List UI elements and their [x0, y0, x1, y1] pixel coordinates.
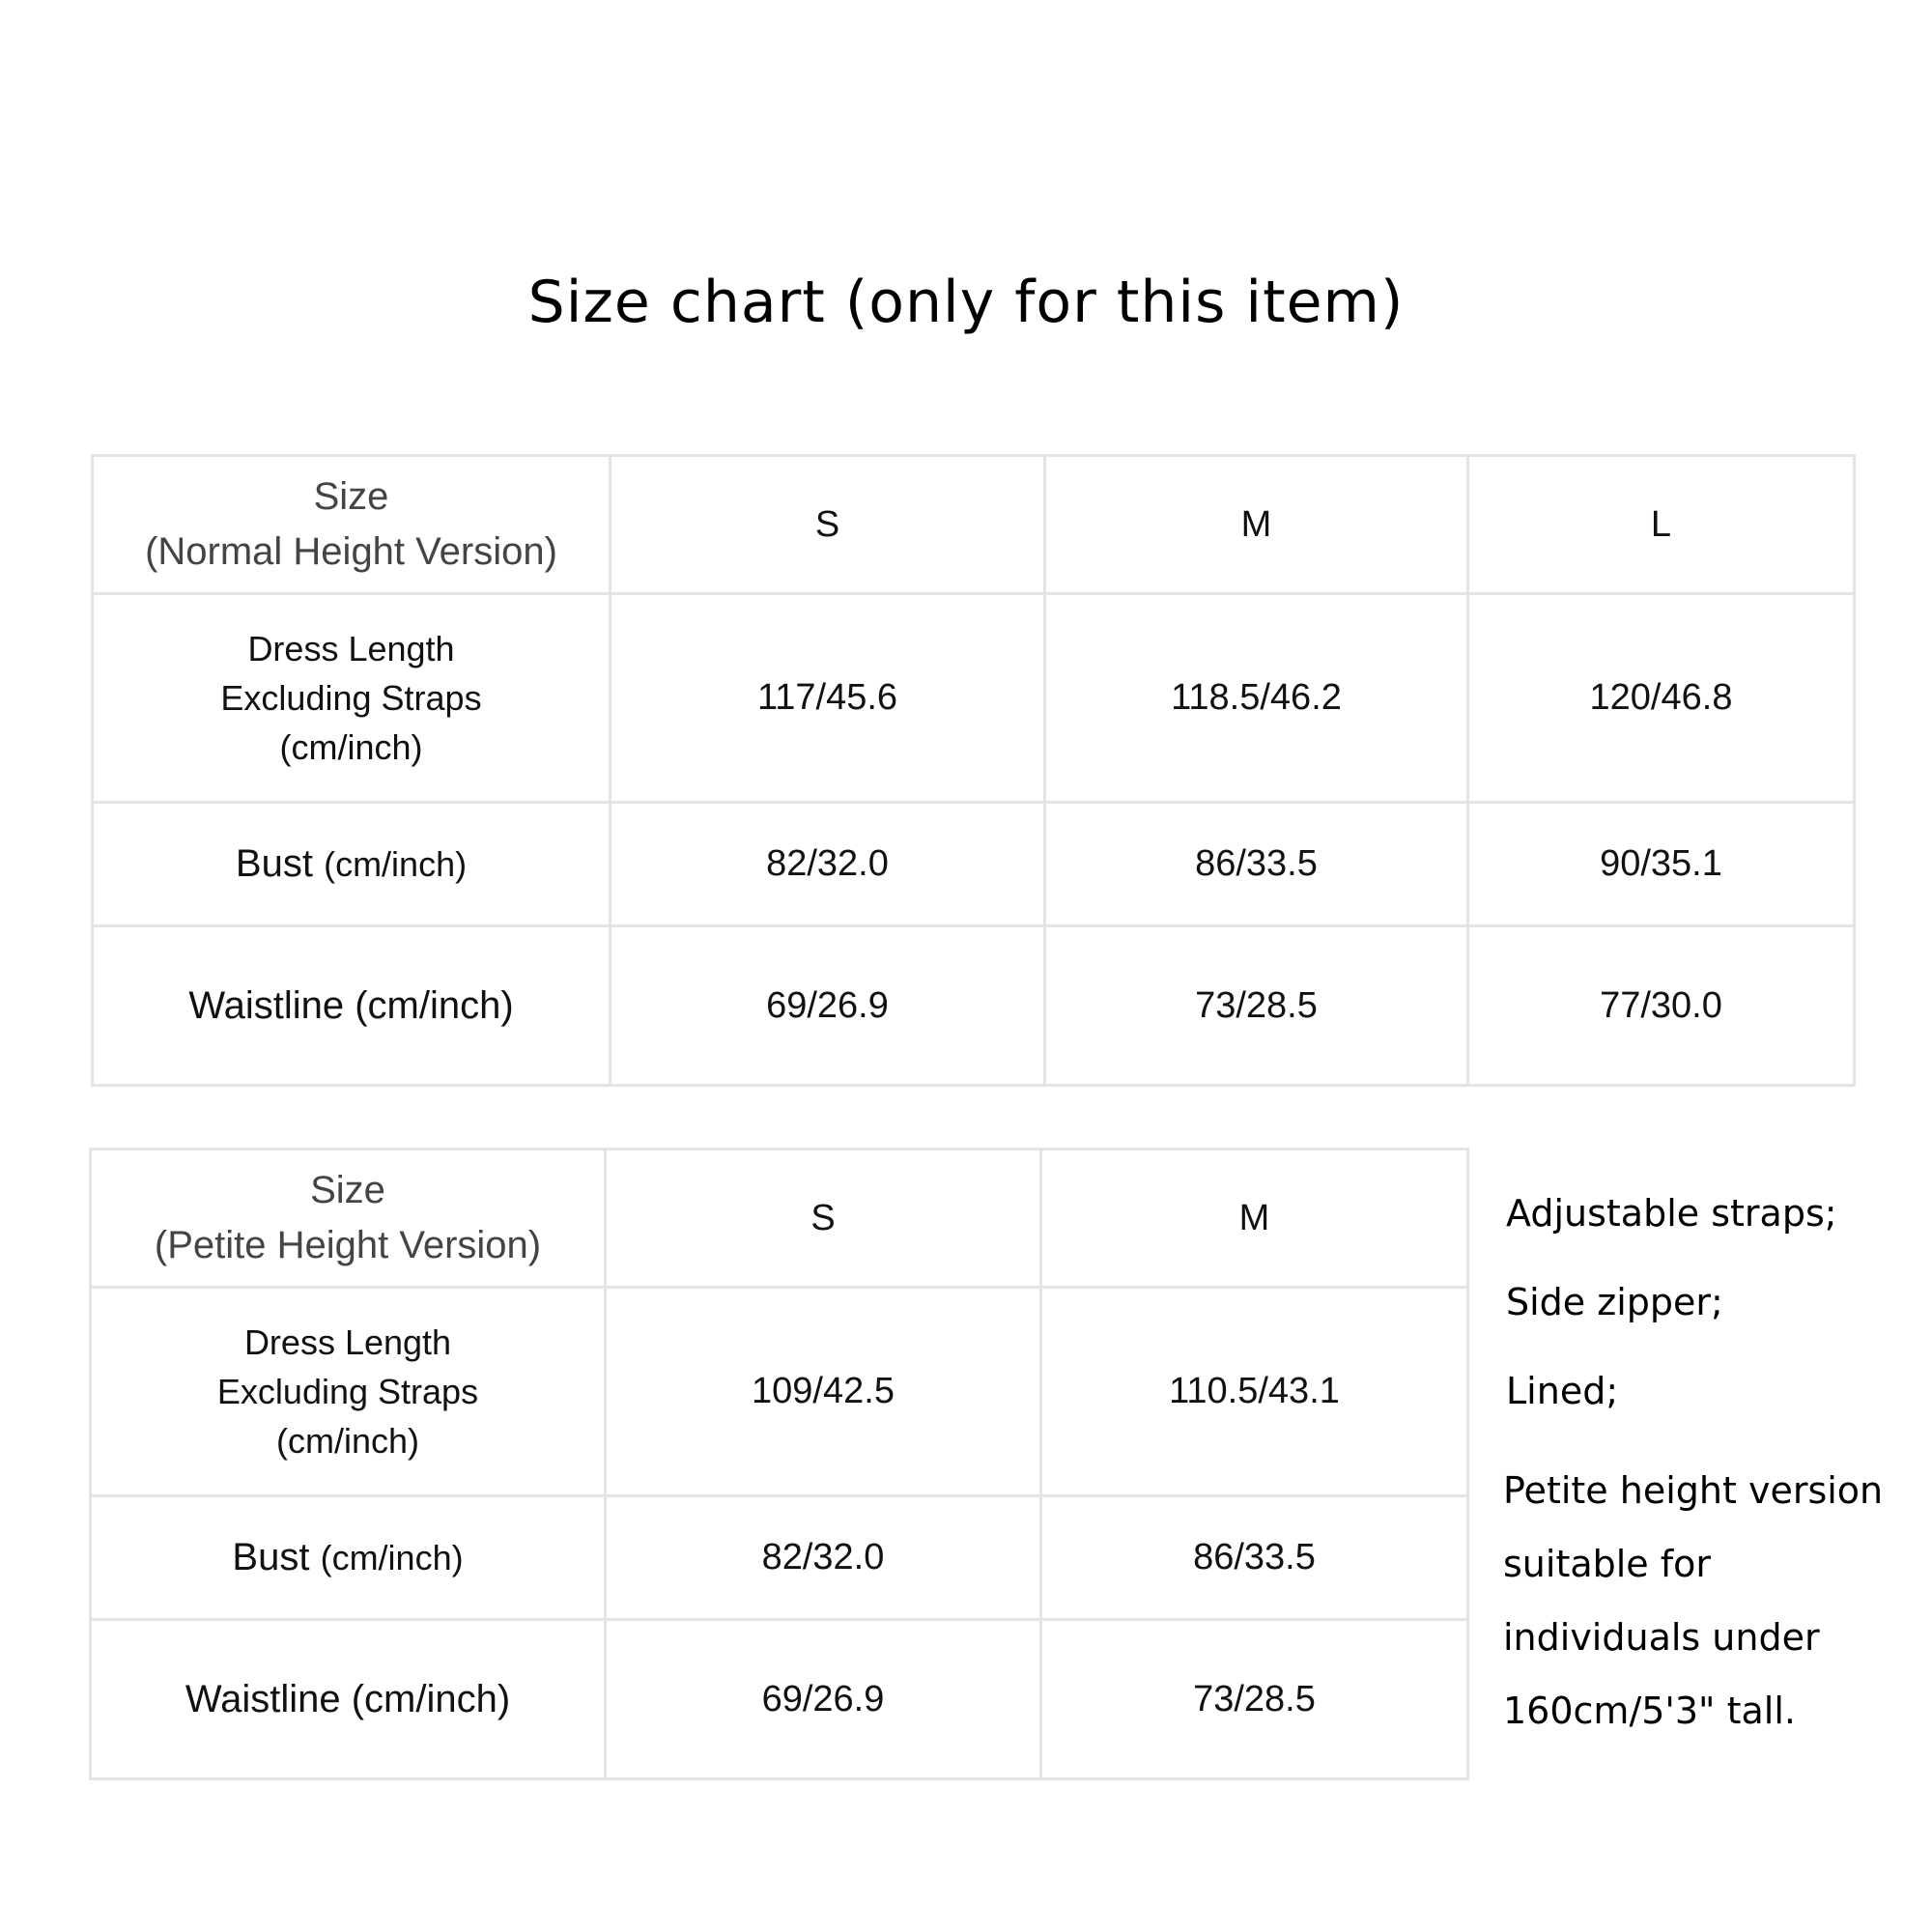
- row-label-dress-length: [93, 594, 611, 803]
- table-cell: 69/26.9: [606, 1620, 1041, 1779]
- note-petite-line: individuals under: [1503, 1616, 1820, 1659]
- table-cell: 86/33.5: [1045, 803, 1468, 926]
- header-cell-size-label: [93, 456, 611, 594]
- row-label-line: Dress Length: [243, 1322, 452, 1362]
- header-label-line2: (Petite Height Version): [154, 1224, 542, 1266]
- note-petite-line: suitable for: [1503, 1543, 1712, 1585]
- table-row-bust: [91, 1496, 1468, 1620]
- note-petite-line: Petite height version: [1503, 1469, 1884, 1512]
- note-lined: Lined;: [1506, 1370, 1619, 1412]
- row-label-line: Excluding Straps: [220, 678, 482, 718]
- table-cell: 82/32.0: [611, 803, 1045, 926]
- table-cell: 117/45.6: [611, 594, 1045, 803]
- header-label-line2: (Normal Height Version): [145, 530, 557, 573]
- table-row-waistline: [93, 926, 1855, 1086]
- table-cell: 69/26.9: [611, 926, 1045, 1086]
- header-label-line1: Size: [313, 475, 389, 518]
- size-table-petite: [89, 1148, 1469, 1780]
- table-cell: 73/28.5: [1045, 926, 1468, 1086]
- header-size-m: M: [1045, 456, 1468, 594]
- table-header-row: [91, 1150, 1468, 1288]
- size-table-normal: [91, 454, 1856, 1087]
- table-row-bust: [93, 803, 1855, 926]
- table-cell: 110.5/43.1: [1041, 1288, 1468, 1496]
- table-cell: 86/33.5: [1041, 1496, 1468, 1620]
- table-row-dress-length: [91, 1288, 1468, 1496]
- row-label-line: Dress Length: [247, 629, 455, 668]
- header-size-s: S: [606, 1150, 1041, 1288]
- table-cell: 120/46.8: [1468, 594, 1855, 803]
- header-size-l: L: [1468, 456, 1855, 594]
- row-label-bust: [91, 1496, 606, 1620]
- row-label-unit: (cm/inch): [320, 1538, 464, 1577]
- row-label-waistline: Waistline (cm/inch): [93, 926, 611, 1086]
- table-cell: 109/42.5: [606, 1288, 1041, 1496]
- row-label-bust: [93, 803, 611, 926]
- note-side-zipper: Side zipper;: [1506, 1281, 1723, 1323]
- note-petite-line: 160cm/5'3" tall.: [1503, 1690, 1796, 1732]
- table-cell: 90/35.1: [1468, 803, 1855, 926]
- header-size-m: M: [1041, 1150, 1468, 1288]
- table-cell: 77/30.0: [1468, 926, 1855, 1086]
- header-size-s: S: [611, 456, 1045, 594]
- note-adjustable-straps: Adjustable straps;: [1506, 1192, 1837, 1235]
- row-label-waistline: Waistline (cm/inch): [91, 1620, 606, 1779]
- row-label-line: (cm/inch): [279, 727, 423, 767]
- row-label-line: Excluding Straps: [216, 1372, 479, 1411]
- table-cell: 73/28.5: [1041, 1620, 1468, 1779]
- table-row-waistline: [91, 1620, 1468, 1779]
- page-title: Size chart (only for this item): [527, 269, 1405, 336]
- row-label-dress-length: [91, 1288, 606, 1496]
- row-label-line: (cm/inch): [275, 1421, 419, 1461]
- table-row-dress-length: [93, 594, 1855, 803]
- row-label-main: Bust: [232, 1536, 310, 1578]
- table-cell: 82/32.0: [606, 1496, 1041, 1620]
- row-label-main: Bust: [235, 842, 313, 885]
- table-cell: 118.5/46.2: [1045, 594, 1468, 803]
- header-cell-size-label: [91, 1150, 606, 1288]
- row-label-unit: (cm/inch): [324, 844, 468, 884]
- header-label-line1: Size: [310, 1169, 385, 1211]
- note-petite-height: [1503, 1454, 1918, 1747]
- table-header-row: [93, 456, 1855, 594]
